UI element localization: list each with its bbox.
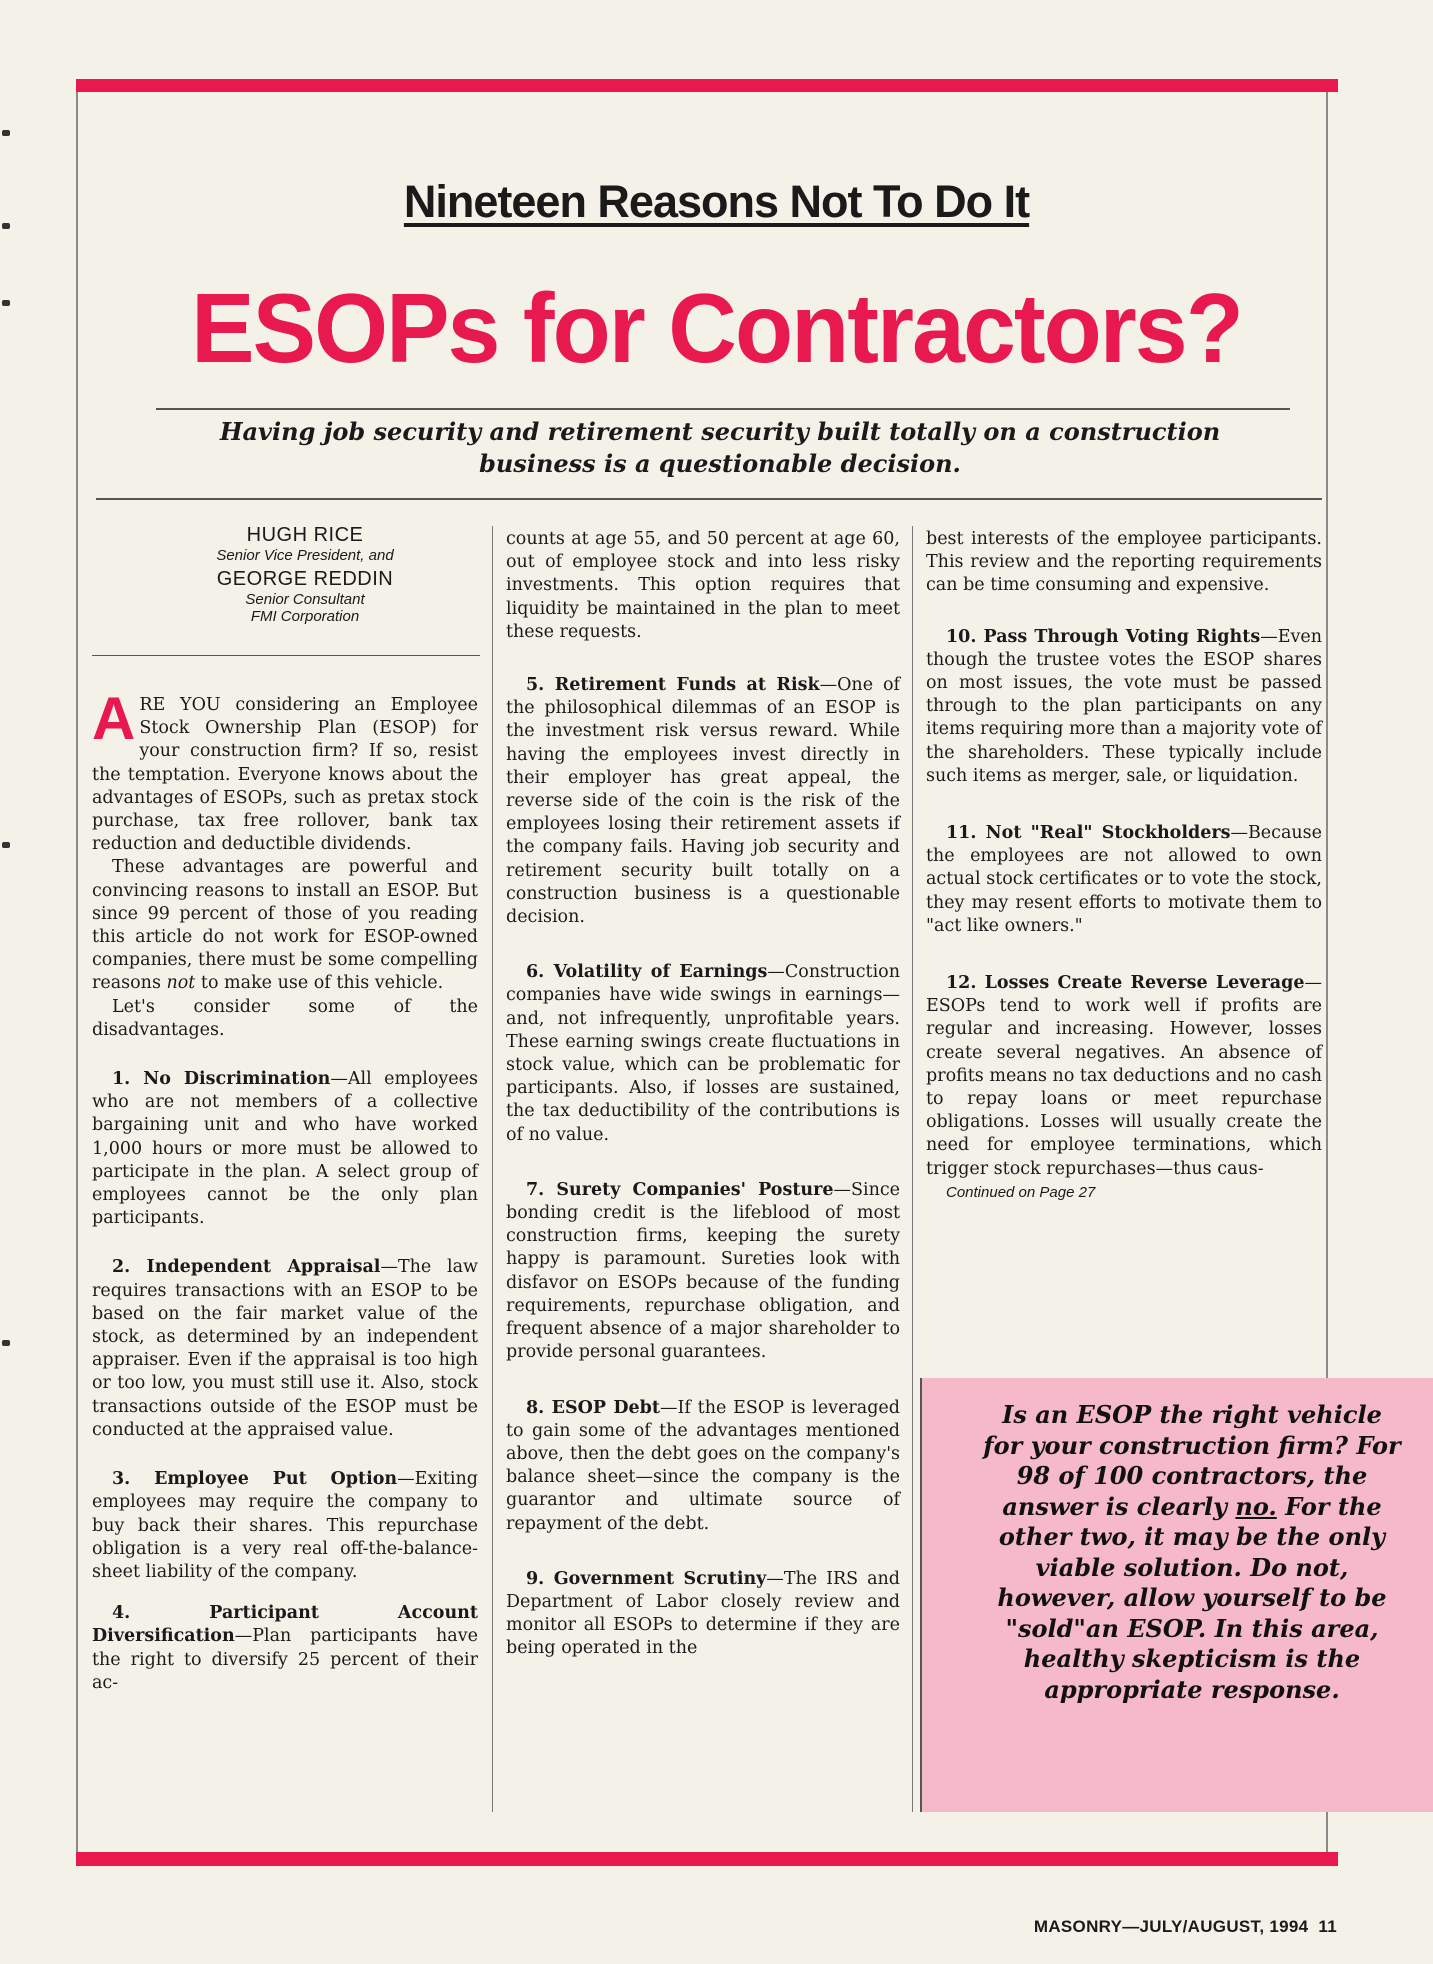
deck-bottom-rule <box>96 498 1322 500</box>
reason-7: 7. Surety Companies' Posture—Since bonding credit is the lifeblood of most construction firms, keeping the surety happy is paramount. Sureties look with disfavor on ESOPs because of the funding requirements, repurchase obligation, and frequent absence of a major shareholder to provide personal guarantees. <box>506 1179 900 1363</box>
intro-paragraph: ARE YOU considering an Employee Stock Ownership Plan (ESOP) for your construction firm? If so, resist the temptation. Everyone knows about the advantages of ESOPs, such as pretax stock purchase, tax free rollover, bank tax reduction and deductible dividends. <box>92 685 478 855</box>
reason-11: 11. Not "Real" Stockholders—Because the employees are not allowed to own actual stock certificates or to vote the stock, they may resent efforts to motivate them to "act like owners." <box>926 823 1322 936</box>
reason-4: 4. Participant Account Diversification—Plan participants have the right to diversify 25 percent of their ac- <box>92 1603 478 1693</box>
reason-8: 8. ESOP Debt—If the ESOP is leveraged to gain some of the advantages mentioned above, then the debt goes on the company's balance sheet—since the company is the guarantor and ultimate source of repayment of the debt. <box>506 1397 900 1534</box>
reason-4-continued: counts at age 55, and 50 percent at age 60, out of employee stock and into less risky investments. This option requires that liquidity be maintained in the plan to meet these requests. <box>506 529 900 642</box>
author-org: FMI Corporation <box>250 608 360 625</box>
author-name: GEORGE REDDIN <box>216 568 394 590</box>
author-name: HUGH RICE <box>246 524 364 546</box>
binding-mark <box>2 130 10 136</box>
publication-line: MASONRY—JULY/AUGUST, 1994 <box>1033 1917 1309 1936</box>
bottom-accent-bar <box>76 1852 1338 1866</box>
binding-mark <box>2 842 10 848</box>
byline <box>126 522 484 629</box>
reason-1: 1. No Discrimination—All employees who are not members of a collective bargaining unit and who have worked 1,000 hours or more must be allowed to participate in the plan. A select group of employees cannot be the only plan participants. <box>92 1069 478 1229</box>
column-divider <box>912 526 913 1812</box>
binding-mark <box>2 300 10 306</box>
reason-10: 10. Pass Through Voting Rights—Even though the trustee votes the ESOP shares on most issues, the vote must be passed through to the plan participants on any items requiring more than a majority vote of the shareholders. These typically include such items as merger, sale, or liquidation. <box>926 626 1322 786</box>
drop-cap: A <box>92 685 136 752</box>
column-3 <box>926 528 1322 1204</box>
page-number: 11 <box>1318 1917 1337 1936</box>
reason-9-continued: best interests of the employee participants. This review and the reporting requirements can be time consuming and expensive. <box>926 529 1322 596</box>
column-2 <box>506 528 900 1661</box>
column-divider <box>492 526 493 1812</box>
deck-top-rule <box>156 408 1290 410</box>
top-accent-bar <box>76 79 1338 92</box>
reason-9: 9. Government Scrutiny—The IRS and Department of Labor closely review and monitor all ESOPs to determine if they are being operated in the <box>506 1568 900 1659</box>
byline-rule <box>92 655 480 656</box>
reason-12: 12. Losses Create Reverse Leverage—ESOPs tend to work well if profits are regular and increasing. However, losses create several negatives. An absence of profits means no tax deductions and no cash to repay loans or meet repurchase obligations. Losses will usually create the need for employee terminations, which trigger stock repurchases—thus caus- <box>926 973 1322 1179</box>
continued-note: Continued on Page 27 <box>946 1183 1096 1201</box>
reason-5: 5. Retirement Funds at Risk—One of the philosophical dilemmas of an ESOP is the investment risk versus reward. While having the employees invest directly in their employer has great appeal, the reverse side of the coin is the risk of the employees losing their retirement assets if the company fails. Having job security and retirement security built totally on a construction business is a questionable decision. <box>506 675 900 928</box>
headline: ESOPs for Contractors? <box>191 273 1242 383</box>
deck: Having job security and retirement security built totally on a construction business is a questionable decision. <box>219 417 1221 478</box>
page-footer <box>1034 1917 1337 1937</box>
pull-quote: Is an ESOP the right vehicle for your construction firm? For 98 of 100 contractors, the answer is clearly no. For the other two, it may be the only viable solution. Do not, however, allow yourself to be "sold"an ESOP. In this area, healthy skepticism is the appropriate response. <box>983 1400 1401 1704</box>
intro-paragraph: These advantages are powerful and convincing reasons to install an ESOP. But since 99 percent of those of you reading this article do not work for ESOP-owned companies, there must be some compelling reasons not to make use of this vehicle. <box>92 857 478 994</box>
reason-3: 3. Employee Put Option—Exiting employees may require the company to buy back their shares. This repurchase obligation is a very real off-the-balance-sheet liability of the company. <box>92 1469 478 1582</box>
author-role: Senior Consultant <box>245 591 365 608</box>
binding-mark <box>2 1340 10 1346</box>
pull-quote-box <box>920 1378 1433 1812</box>
reason-2: 2. Independent Appraisal—The law requires transactions with an ESOP to be based on the fair market value of the stock, as determined by an independent appraiser. Even if the appraisal is too high or too low, you must still use it. Also, stock transactions outside of the ESOP must be conducted at the appraised value. <box>92 1257 478 1440</box>
reason-6: 6. Volatility of Earnings—Construction companies have wide swings in earnings—and, not infrequently, unprofitable years. These earning swings create fluctuations in stock value, which can be problematic for participants. Also, if losses are sustained, the tax deductibility of the contributions is of no value. <box>506 962 900 1145</box>
author-role: Senior Vice President, and <box>216 547 394 564</box>
intro-paragraph: Let's consider some of the disadvantages. <box>92 996 478 1040</box>
column-1 <box>92 685 478 1695</box>
kicker: Nineteen Reasons Not To Do It <box>403 176 1030 227</box>
